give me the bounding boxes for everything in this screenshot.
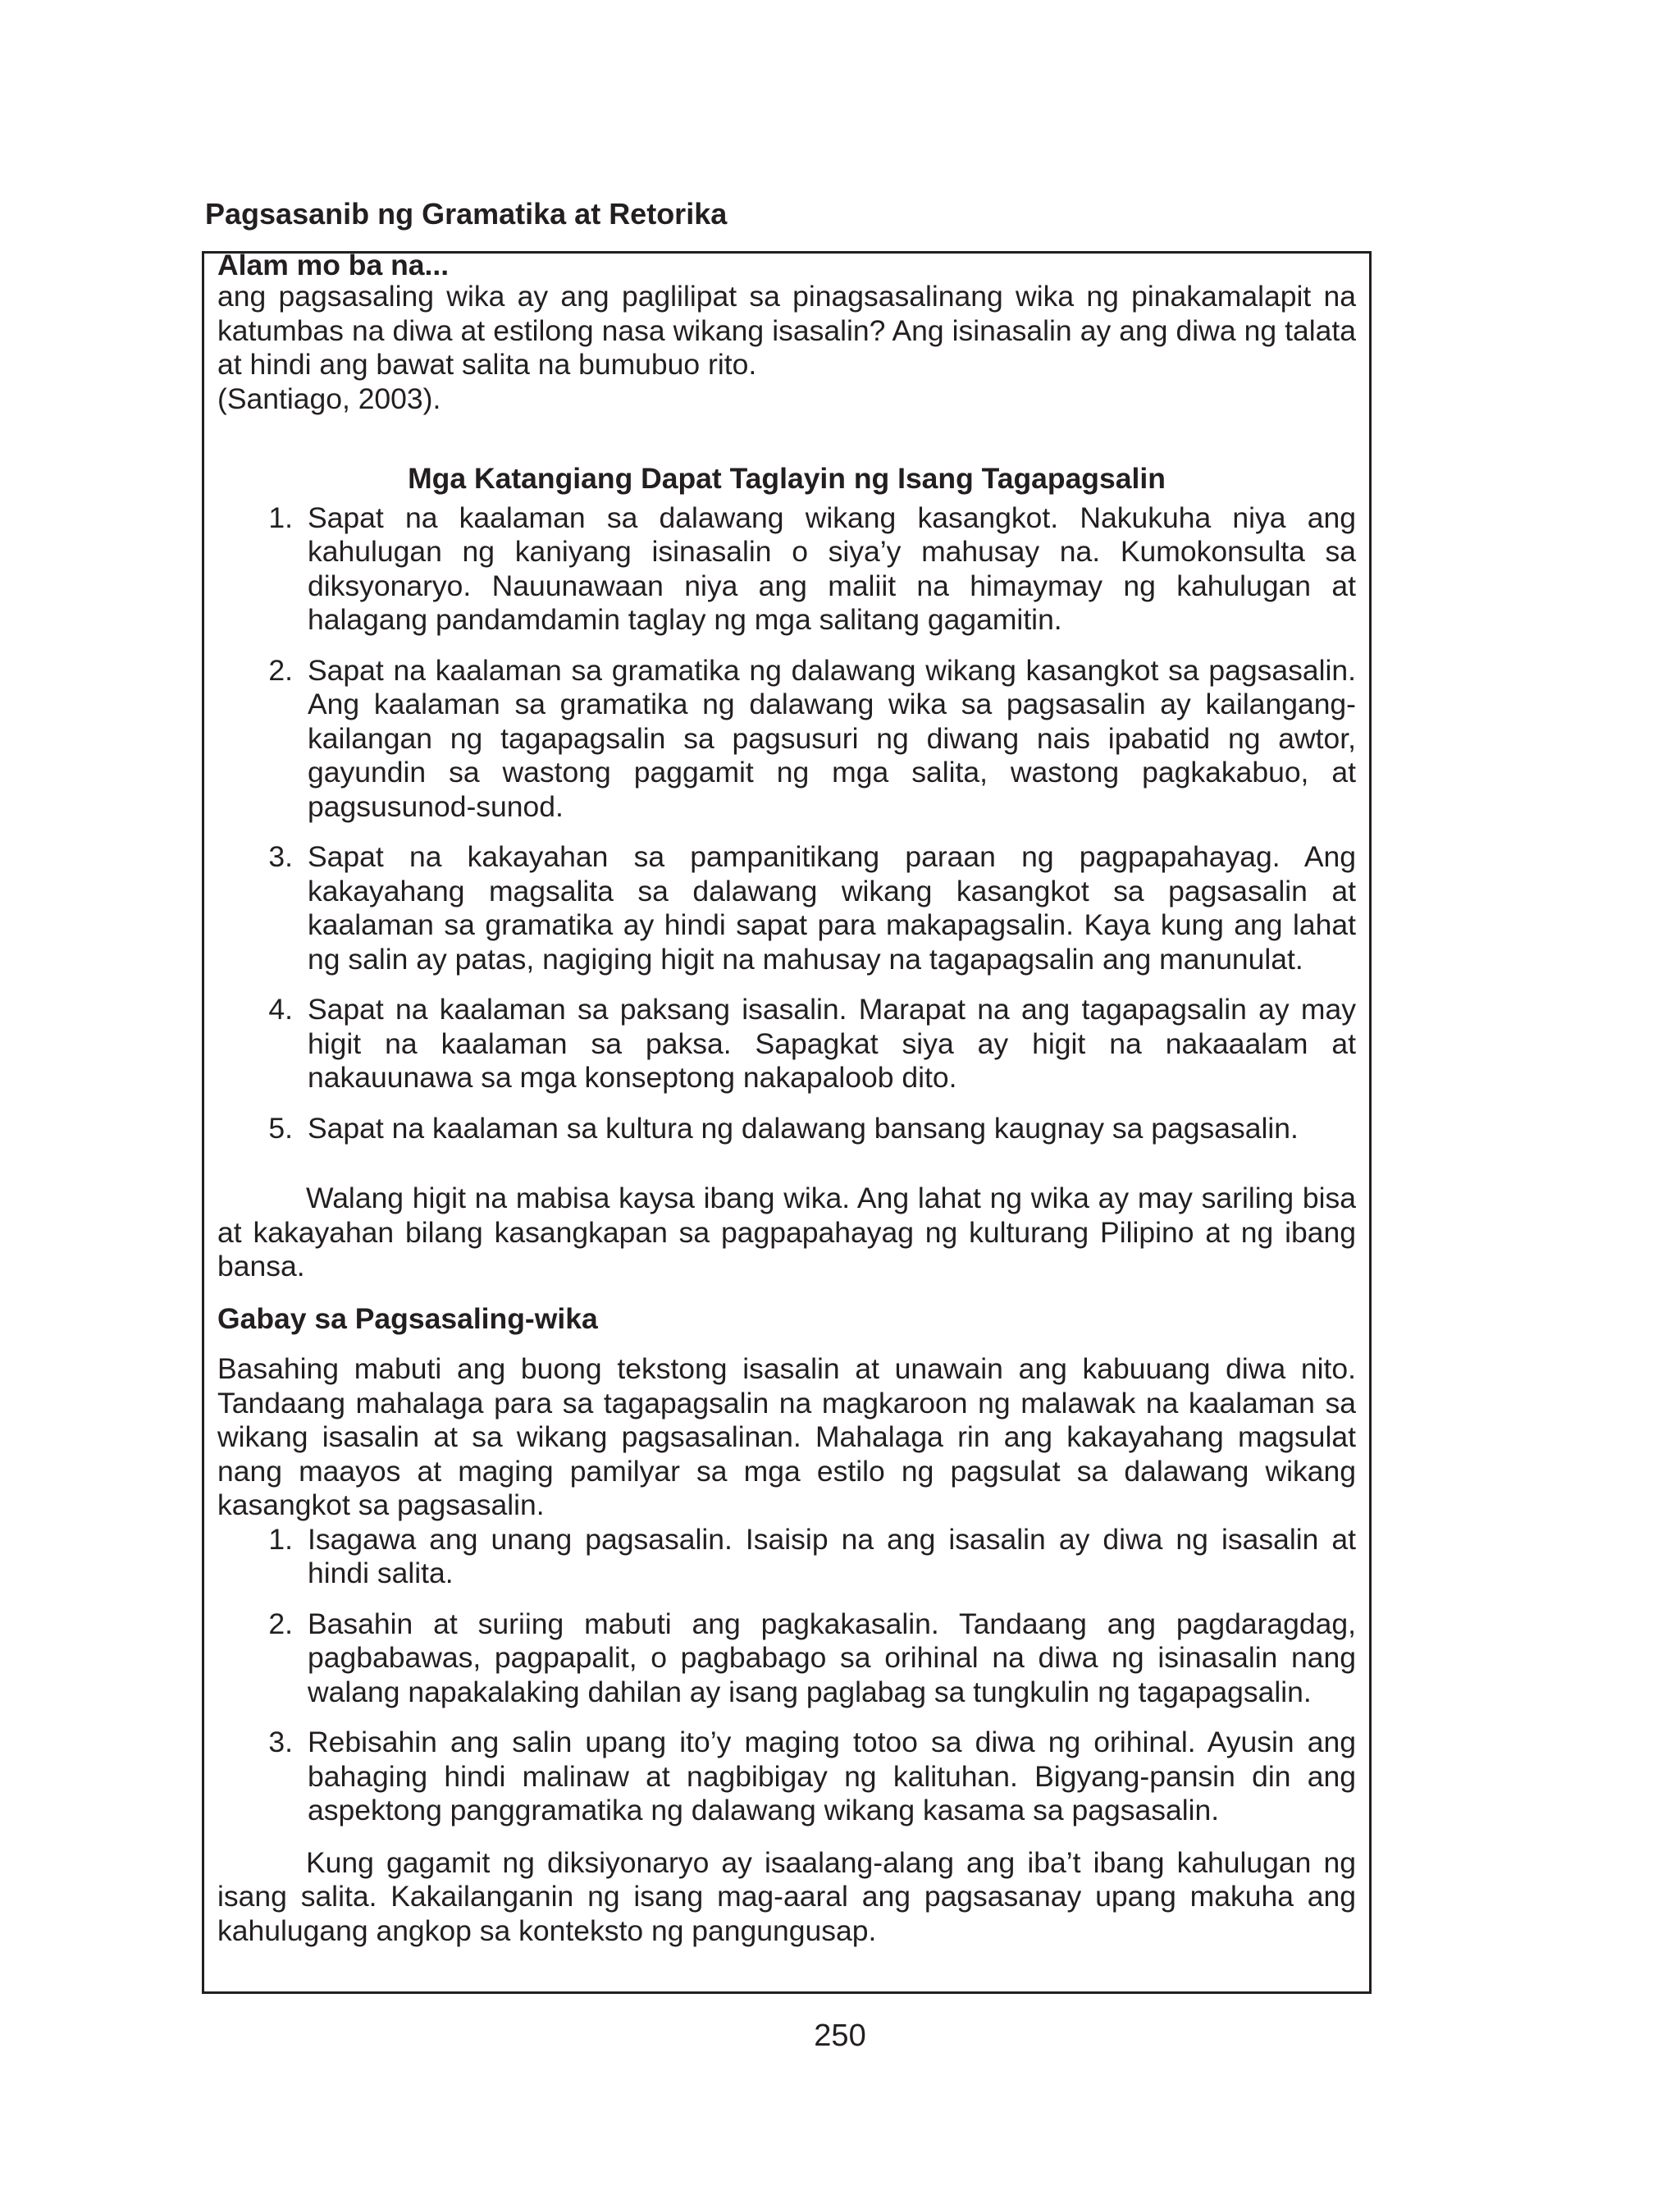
list-item-number: 3. bbox=[268, 1726, 293, 1758]
gabay-intro: Basahing mabuti ang buong tekstong isasalin at unawain ang kabuuang diwa nito. Tandaang mahalaga para sa tagapagsalin na magkaroon ng malawak na kaalaman sa wikang isasalin at sa wikang pagsasalinan. Mahalaga rin ang kakayahang magsulat nang maayos at maging pamilyar sa mga estilo ng pagsulat sa dalawang wikang kasangkot sa pagsasalin. bbox=[217, 1352, 1356, 1521]
citation: (Santiago, 2003). bbox=[217, 382, 441, 415]
list-item-text: Sapat na kaalaman sa dalawang wikang kasangkot. Nakukuha niya ang kahulugan ng kaniyang isinasalin o siya’y mahusay na. Kumokonsulta sa diksyonaryo. Nauunawaan niya ang maliit na himaymay ng kahulugan at halagang pandamdamin taglay ng mga salitang gagamitin. bbox=[308, 501, 1356, 636]
katangian-title: Mga Katangiang Dapat Taglayin ng Isang Tagapagsalin bbox=[408, 462, 1166, 495]
list-item bbox=[217, 840, 1356, 976]
section-title: Pagsasanib ng Gramatika at Retorika bbox=[205, 197, 728, 231]
list-item bbox=[217, 1726, 1356, 1828]
list-item bbox=[217, 993, 1356, 1095]
katangian-list bbox=[217, 501, 1356, 1146]
kung-paragraph: Kung gagamit ng diksiyonaryo ay isaalang-alang ang iba’t ibang kahulugan ng isang salita. Kakailanganin ng isang mag-aaral ang pagsasanay upang makuha ang kahulugang angkop sa konteksto ng pangungusap. bbox=[217, 1845, 1356, 1947]
list-item-number: 5. bbox=[268, 1111, 293, 1145]
list-item bbox=[217, 654, 1356, 825]
list-item-text: Sapat na kakayahan sa pampanitikang paraan ng pagpapahayag. Ang kakayahang magsalita sa dalawang wikang kasangkot sa pagsasalin at kaalaman sa gramatika ay hindi sapat para makapagsalin. Kaya kung ang lahat ng salin ay patas, nagiging higit na mahusay na tagapagsalin ang manunulat. bbox=[308, 840, 1356, 976]
list-item-number: 1. bbox=[268, 1522, 293, 1556]
list-item-number: 2. bbox=[268, 653, 293, 687]
list-item-number: 2. bbox=[268, 1607, 293, 1640]
info-box bbox=[202, 251, 1372, 1994]
list-item-number: 4. bbox=[268, 993, 293, 1026]
page-number: 250 bbox=[814, 2019, 866, 2053]
list-item-text: Sapat na kaalaman sa kultura ng dalawang bansang kaugnay sa pagsasalin. bbox=[308, 1111, 1299, 1145]
gabay-title: Gabay sa Pagsasaling-wika bbox=[217, 1301, 598, 1335]
list-item-text: Sapat na kaalaman sa gramatika ng dalawang wikang kasangkot sa pagsasalin. Ang kaalaman sa gramatika ng dalawang wika sa pagsasalin ay kailangang-kailangan ng tagapagsalin sa pagsusuri ng diwang nais ipabatid ng awtor, gayundin sa wastong paggamit ng mga salita, wastong pagkakabuo, at pagsusunod-sunod. bbox=[308, 653, 1356, 823]
gabay-list bbox=[217, 1523, 1356, 1828]
list-item bbox=[217, 1607, 1356, 1710]
alam-text: ang pagsasaling wika ay ang paglilipat sa pinagsasalinang wika ng pinakamalapit na katumbas na diwa at estilong nasa wikang isasalin? Ang isinasalin ay ang diwa ng talata at hindi ang bawat salita na bumubuo rito. bbox=[217, 280, 1356, 381]
list-item bbox=[217, 1523, 1356, 1591]
list-item-text: Rebisahin ang salin upang ito’y maging totoo sa diwa ng orihinal. Ayusin ang bahaging hindi malinaw at nagbibigay ng kalituhan. Bigyang-pansin din ang aspektong panggramatika ng dalawang wikang kasama sa pagsasalin. bbox=[308, 1726, 1356, 1827]
list-item-number: 3. bbox=[268, 840, 293, 873]
walang-paragraph: Walang higit na mabisa kaysa ibang wika. Ang lahat ng wika ay may sariling bisa at kakayahan bilang kasangkapan sa pagpapahayag ng kulturang Pilipino at ng ibang bansa. bbox=[217, 1182, 1356, 1282]
list-item bbox=[217, 501, 1356, 638]
alam-heading: Alam mo ba na... bbox=[217, 249, 450, 281]
list-item-text: Basahin at suriing mabuti ang pagkakasalin. Tandaang ang pagdaragdag, pagbabawas, pagpapalit, o pagbabago sa orihinal na diwa ng isinasalin nang walang napakalaking dahilan ay isang paglabag sa tungkulin ng tagapagsalin. bbox=[308, 1607, 1356, 1708]
list-item-number: 1. bbox=[268, 501, 293, 534]
list-item-text: Isagawa ang unang pagsasalin. Isaisip na ang isasalin ay diwa ng isasalin at hindi salita. bbox=[308, 1522, 1356, 1589]
list-item-text: Sapat na kaalaman sa paksang isasalin. Marapat na ang tagapagsalin ay may higit na kaalaman sa paksa. Sapagkat siya ay higit na nakaaalam at nakauunawa sa mga konseptong nakapaloob dito. bbox=[308, 993, 1356, 1094]
list-item bbox=[217, 1112, 1356, 1146]
